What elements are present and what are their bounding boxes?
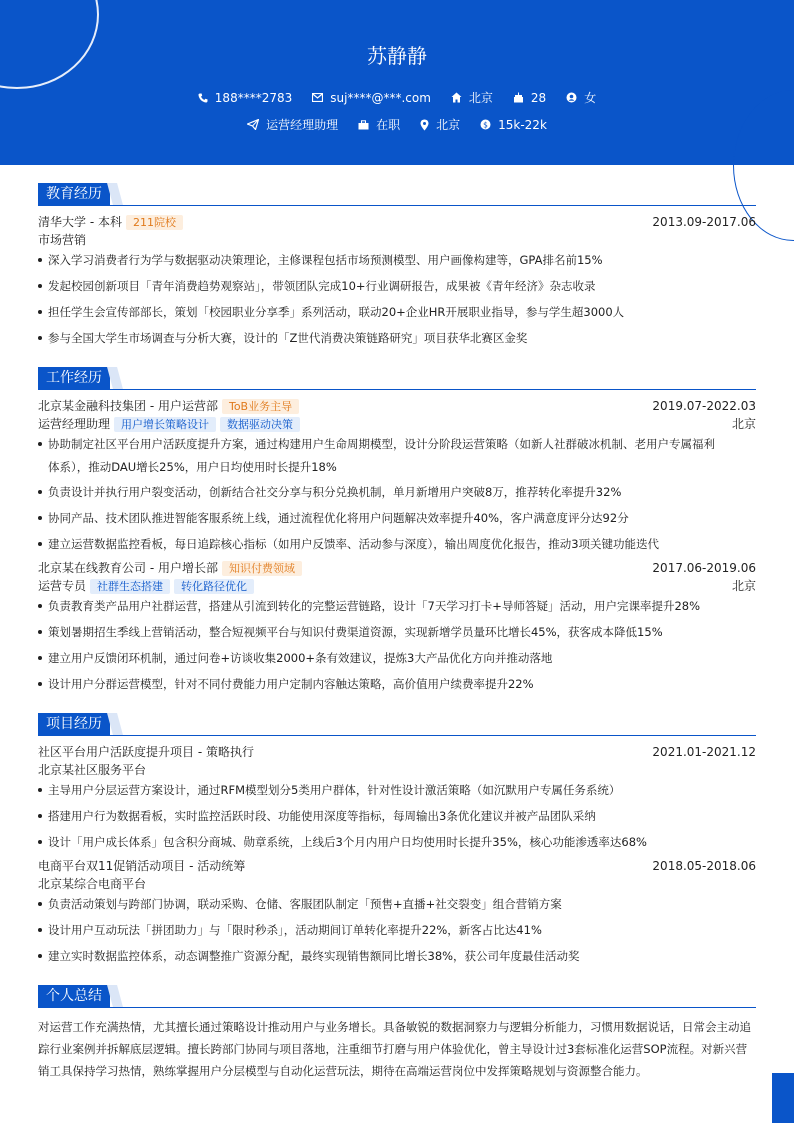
list-item: 协助制定社区平台用户活跃度提升方案，通过构建用户生命周期模型，设计分阶段运营策略（如新人社群破冰机制、老用户专属福利 bbox=[38, 433, 756, 455]
job-location: 北京 bbox=[731, 417, 756, 431]
company-tag: ToB业务主导 bbox=[222, 399, 299, 414]
list-item: 负责教育类产品用户社群运营，搭建从引流到转化的完整运营链路，设计「7天学习打卡+导师答疑」活动，用户完课率提升28% bbox=[38, 595, 756, 617]
list-item: 建立实时数据监控体系，动态调整推广资源分配，最终实现销售额同比增长38%，获公司年度最佳活动奖 bbox=[38, 945, 756, 967]
cake-icon bbox=[513, 92, 524, 103]
city-item bbox=[420, 116, 460, 133]
city-text: 北京 bbox=[436, 118, 461, 132]
role-tag: 用户增长策略设计 bbox=[114, 417, 216, 432]
email-icon bbox=[312, 93, 323, 102]
list-item: 负责设计并执行用户裂变活动，创新结合社交分享与积分兑换机制，单月新增用户突破8万，推荐转化率提升32% bbox=[38, 481, 756, 503]
list-item: 设计用户互动玩法「拼团助力」与「限时秒杀」，活动期间订单转化率提升22%，新客占比达41% bbox=[38, 919, 756, 941]
status-text: 在职 bbox=[376, 118, 401, 132]
school-tag: 211院校 bbox=[126, 215, 183, 230]
candidate-name: 苏静静 bbox=[367, 44, 427, 68]
list-item: 设计用户分群运营模型，针对不同付费能力用户定制内容触达策略，高价值用户续费率提升22% bbox=[38, 673, 756, 695]
email-item bbox=[312, 91, 431, 105]
list-item: 建立运营数据监控看板，每日追踪核心指标（如用户反馈率、活动参与深度），输出周度优化报告，推动3项关键功能迭代 bbox=[38, 533, 756, 555]
list-item: 发起校园创新项目「青年消费趋势观察站」，带领团队完成10+行业调研报告，成果被《青年经济》杂志收录 bbox=[38, 275, 756, 297]
list-item: 深入学习消费者行为学与数据驱动决策理论，主修课程包括市场预测模型、用户画像构建等，GPA排名前15% bbox=[38, 249, 756, 271]
section-heading: 教育经历 bbox=[38, 183, 110, 205]
job-header bbox=[38, 559, 756, 577]
list-item: 主导用户分层运营方案设计，通过RFM模型划分5类用户群体，针对性设计激活策略（如沉默用户专属任务系统） bbox=[38, 779, 756, 801]
email-text: suj****@***.com bbox=[330, 90, 431, 105]
role-tag: 转化路径优化 bbox=[174, 579, 254, 594]
gender-item bbox=[566, 89, 596, 106]
summary-text: 对运营工作充满热情，尤其擅长通过策略设计推动用户与业务增长。具备敏锐的数据洞察力与逻辑分析能力，习惯用数据说话，日常会主动追踪行业案例并拆解底层逻辑。擅长跨部门协同与项目落地，注重细节打磨与用户体验优化，曾主导设计过3套标准化运营SOP流程。对新兴营销工具保持学习热情，熟练掌握用户分层模型与自动化运营玩法，期待在高端运营岗位中发挥策略规划与资源整合能力。 bbox=[38, 1020, 751, 1078]
project-name: 社区平台用户活跃度提升项目 - 策略执行 bbox=[38, 745, 254, 759]
section-heading: 项目经历 bbox=[38, 713, 110, 735]
job-location: 北京 bbox=[731, 579, 756, 593]
list-item: 搭建用户行为数据看板，实时监控活跃时段、功能使用深度等指标，每周输出3条优化建议并被产品团队采纳 bbox=[38, 805, 756, 827]
list-item: 策划暑期招生季线上营销活动，整合短视频平台与知识付费渠道资源，实现新增学员量环比增长45%，获客成本降低15% bbox=[38, 621, 756, 643]
list-item-continuation: 体系），推动DAU增长25%，用户日均使用时长提升18% bbox=[48, 460, 337, 474]
section-heading: 个人总结 bbox=[38, 985, 110, 1007]
project-period: 2018.05-2018.06 bbox=[652, 859, 756, 873]
project-header bbox=[38, 743, 756, 761]
education-period: 2013.09-2017.06 bbox=[652, 215, 756, 229]
hometown-item bbox=[451, 89, 493, 106]
gender-text: 女 bbox=[584, 91, 597, 105]
list-item: 参与全国大学生市场调查与分析大赛，设计的「Z世代消费决策链路研究」项目获华北赛区金奖 bbox=[38, 327, 756, 349]
job-period: 2019.07-2022.03 bbox=[652, 399, 756, 413]
briefcase-icon bbox=[358, 120, 369, 130]
list-item: 协同产品、技术团队推进智能客服系统上线，通过流程优化将用户问题解决效率提升40%，客户满意度评分达92分 bbox=[38, 507, 756, 529]
decorative-corner-block bbox=[772, 1073, 794, 1123]
paper-plane-icon bbox=[247, 119, 259, 130]
contact-row bbox=[0, 89, 794, 106]
age-item bbox=[513, 91, 546, 105]
project-period: 2021.01-2021.12 bbox=[652, 745, 756, 759]
job-role-row bbox=[38, 577, 756, 595]
job-target-item bbox=[247, 116, 338, 133]
education-header bbox=[38, 213, 756, 231]
list-item: 建立用户反馈闭环机制，通过问卷+访谈收集2000+条有效建议，提炼3大产品优化方向并推动落地 bbox=[38, 647, 756, 669]
work-section-title bbox=[38, 367, 756, 390]
summary-section-title bbox=[38, 985, 756, 1008]
job-header bbox=[38, 397, 756, 415]
company-name: 北京某金融科技集团 - 用户运营部 bbox=[38, 399, 218, 413]
phone-icon bbox=[198, 93, 208, 103]
job-period: 2017.06-2019.06 bbox=[652, 561, 756, 575]
projects-section-title bbox=[38, 713, 756, 736]
school-name: 清华大学 - 本科 bbox=[38, 215, 122, 229]
project-name: 电商平台双11促销活动项目 - 活动统筹 bbox=[38, 859, 246, 873]
job-role: 运营专员 bbox=[38, 579, 87, 593]
phone-text: 188****2783 bbox=[214, 90, 293, 105]
job-role: 运营经理助理 bbox=[38, 417, 111, 431]
resume-header bbox=[0, 0, 794, 165]
coin-icon bbox=[480, 119, 491, 130]
home-icon bbox=[451, 92, 462, 103]
education-section-title bbox=[38, 183, 756, 206]
role-tag: 数据驱动决策 bbox=[220, 417, 300, 432]
phone-item bbox=[198, 91, 292, 105]
job-target-text: 运营经理助理 bbox=[266, 118, 339, 132]
education-major: 市场营销 bbox=[38, 233, 87, 247]
section-heading: 工作经历 bbox=[38, 367, 110, 389]
list-item: 负责活动策划与跨部门协调，联动采购、仓储、客服团队制定「预售+直播+社交裂变」组合营销方案 bbox=[38, 893, 756, 915]
role-tag: 社群生态搭建 bbox=[90, 579, 170, 594]
list-item: 担任学生会宣传部部长，策划「校园职业分享季」系列活动，联动20+企业HR开展职业指导，参与学生超3000人 bbox=[38, 301, 756, 323]
salary-item bbox=[480, 118, 547, 132]
list-item: 设计「用户成长体系」包含积分商城、勋章系统，上线后3个月内用户日均使用时长提升35%，核心功能渗透率达68% bbox=[38, 831, 756, 853]
hometown-text: 北京 bbox=[468, 91, 493, 105]
svg-text:$: $ bbox=[483, 120, 489, 130]
company-tag: 知识付费领域 bbox=[222, 561, 302, 576]
location-pin-icon bbox=[420, 119, 429, 131]
project-org: 北京某社区服务平台 bbox=[38, 763, 147, 777]
company-name: 北京某在线教育公司 - 用户增长部 bbox=[38, 561, 218, 575]
salary-text: 15k-22k bbox=[498, 117, 547, 132]
age-text: 28 bbox=[530, 90, 547, 105]
project-header bbox=[38, 857, 756, 875]
job-role-row bbox=[38, 415, 756, 433]
status-item bbox=[358, 116, 400, 133]
gender-icon bbox=[566, 92, 577, 103]
project-org: 北京某综合电商平台 bbox=[38, 877, 147, 891]
job-intent-row bbox=[0, 116, 794, 133]
